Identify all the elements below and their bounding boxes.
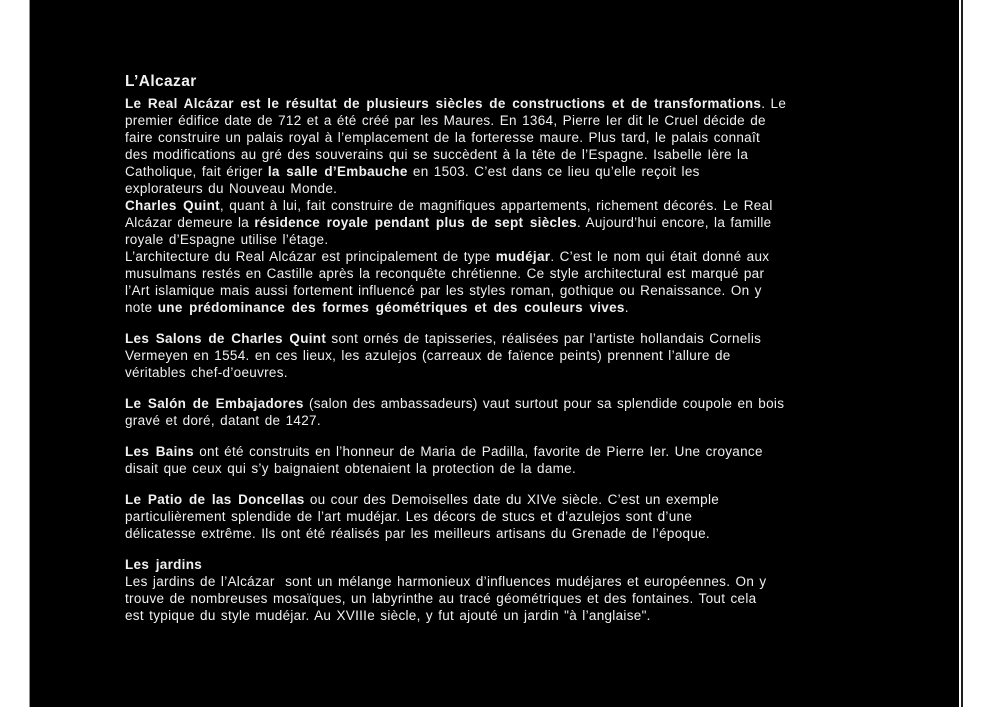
text-line bbox=[125, 248, 925, 265]
text-run: l’Art islamique mais aussi fortement influencé par les styles roman, gothique ou Renaissance. On y bbox=[125, 283, 762, 298]
text-run: gravé et doré, datant de 1427. bbox=[125, 413, 321, 428]
paragraph bbox=[125, 556, 925, 624]
text-run: Les Bains bbox=[125, 444, 194, 459]
text-run: Les jardins de l’Alcázar sont un mélange harmonieux d’influences mudéjares et européennes. On y bbox=[125, 574, 767, 589]
page-title: L’Alcazar bbox=[125, 73, 197, 90]
text-line bbox=[125, 395, 925, 412]
text-line bbox=[125, 112, 925, 129]
paragraph bbox=[125, 248, 925, 316]
paragraph bbox=[125, 395, 925, 429]
text-run: . Le bbox=[761, 96, 787, 111]
text-run: Le Real Alcázar est le résultat de plusieurs siècles de constructions et de transformations bbox=[125, 96, 762, 111]
text-run: la salle d’Embauche bbox=[267, 164, 408, 179]
text-line bbox=[125, 364, 925, 381]
text-run: délicatesse extrême. Ils ont été réalisés par les meilleurs artisans du Grenade de l’époque. bbox=[125, 526, 710, 541]
text-line bbox=[125, 556, 925, 573]
text-line bbox=[125, 146, 925, 163]
document-content bbox=[125, 72, 925, 624]
text-run: en 1503. C’est dans ce lieu qu’elle reçoit les bbox=[407, 164, 700, 179]
text-line bbox=[125, 590, 925, 607]
text-run: musulmans restés en Castille après la reconquête chrétienne. Ce style architectural est marqué par bbox=[125, 266, 765, 281]
text-run: ou cour des Demoiselles date du XIVe siècle. C’est un exemple bbox=[304, 492, 720, 507]
text-run: particulièrement splendide de l’art mudéjar. Les décors de stucs et d’azulejos sont d’une bbox=[125, 509, 693, 524]
text-line bbox=[125, 607, 925, 624]
text-run: sont ornés de tapisseries, réalisées par l’artiste hollandais Cornelis bbox=[326, 331, 762, 346]
text-run: Les jardins bbox=[125, 557, 203, 572]
text-run: , quant à lui, fait construire de magnifiques appartements, richement décorés. Le Real bbox=[219, 198, 773, 213]
text-line bbox=[125, 129, 925, 146]
text-line bbox=[125, 265, 925, 282]
text-line bbox=[125, 95, 925, 112]
text-line bbox=[125, 231, 925, 248]
paragraph bbox=[125, 443, 925, 477]
text-run: trouve de nombreuses mosaïques, un labyrinthe au tracé géométriques et des fontaines. Tout cela bbox=[125, 591, 757, 606]
text-run: Le Salón de Embajadores bbox=[125, 396, 304, 411]
text-run: mudéjar bbox=[495, 249, 551, 264]
text-run: disait que ceux qui s’y baignaient obtenaient la protection de la dame. bbox=[125, 461, 577, 476]
text-run: note bbox=[125, 300, 158, 315]
text-line bbox=[125, 214, 925, 231]
text-line bbox=[125, 443, 925, 460]
text-run: résidence royale pendant plus de sept siècles bbox=[254, 215, 577, 230]
text-run: Les Salons de Charles Quint bbox=[125, 331, 327, 346]
text-run: L’architecture du Real Alcázar est principalement de type bbox=[125, 249, 496, 264]
text-line bbox=[125, 330, 925, 347]
text-line bbox=[125, 412, 925, 429]
text-run: . C’est le nom qui était donné aux bbox=[550, 249, 770, 264]
text-run: faire construire un palais royal à l’emplacement de la forteresse maure. Plus tard, le palais connaît bbox=[125, 130, 761, 145]
text-line bbox=[125, 197, 925, 214]
text-run: Vermeyen en 1554. en ces lieux, les azulejos (carreaux de faïence peints) prennent l’allure de bbox=[125, 348, 731, 363]
text-line bbox=[125, 299, 925, 316]
text-run: est typique du style mudéjar. Au XVIIIe siècle, y fut ajouté un jardin "à l’anglaise". bbox=[125, 608, 651, 623]
text-line bbox=[125, 282, 925, 299]
document-page bbox=[30, 0, 959, 707]
text-run: ont été construits en l’honneur de Maria de Padilla, favorite de Pierre Ier. Une croyance bbox=[193, 444, 763, 459]
text-line bbox=[125, 508, 925, 525]
text-run: Alcázar demeure la bbox=[125, 215, 255, 230]
text-line bbox=[125, 460, 925, 477]
paragraph bbox=[125, 491, 925, 542]
text-run: (salon des ambassadeurs) vaut surtout pour sa splendide coupole en bois bbox=[303, 396, 785, 411]
document-body bbox=[125, 95, 925, 624]
text-run: des modifications au gré des souverains qui se succèdent à la tête de l’Espagne. Isabelle Ière la bbox=[125, 147, 749, 162]
text-line bbox=[125, 163, 925, 180]
text-run: une prédominance des formes géométriques et des couleurs vives bbox=[157, 300, 625, 315]
text-run: . bbox=[624, 300, 629, 315]
text-line bbox=[125, 573, 925, 590]
text-run: Catholique, fait ériger bbox=[125, 164, 268, 179]
text-line bbox=[125, 347, 925, 364]
text-run: véritables chef-d’oeuvres. bbox=[125, 365, 288, 380]
paragraph bbox=[125, 95, 925, 197]
text-run: premier édifice date de 712 et a été créé par les Maures. En 1364, Pierre Ier dit le Cruel décide de bbox=[125, 113, 766, 128]
text-run: . Aujourd’hui encore, la famille bbox=[576, 215, 772, 230]
text-line bbox=[125, 525, 925, 542]
text-line bbox=[125, 180, 925, 197]
text-run: royale d’Espagne utilise l’étage. bbox=[125, 232, 329, 247]
text-run: Le Patio de las Doncellas bbox=[125, 492, 305, 507]
text-run: explorateurs du Nouveau Monde. bbox=[125, 181, 338, 196]
text-line bbox=[125, 491, 925, 508]
text-run: Charles Quint bbox=[125, 198, 220, 213]
paragraph bbox=[125, 330, 925, 381]
paragraph bbox=[125, 197, 925, 248]
